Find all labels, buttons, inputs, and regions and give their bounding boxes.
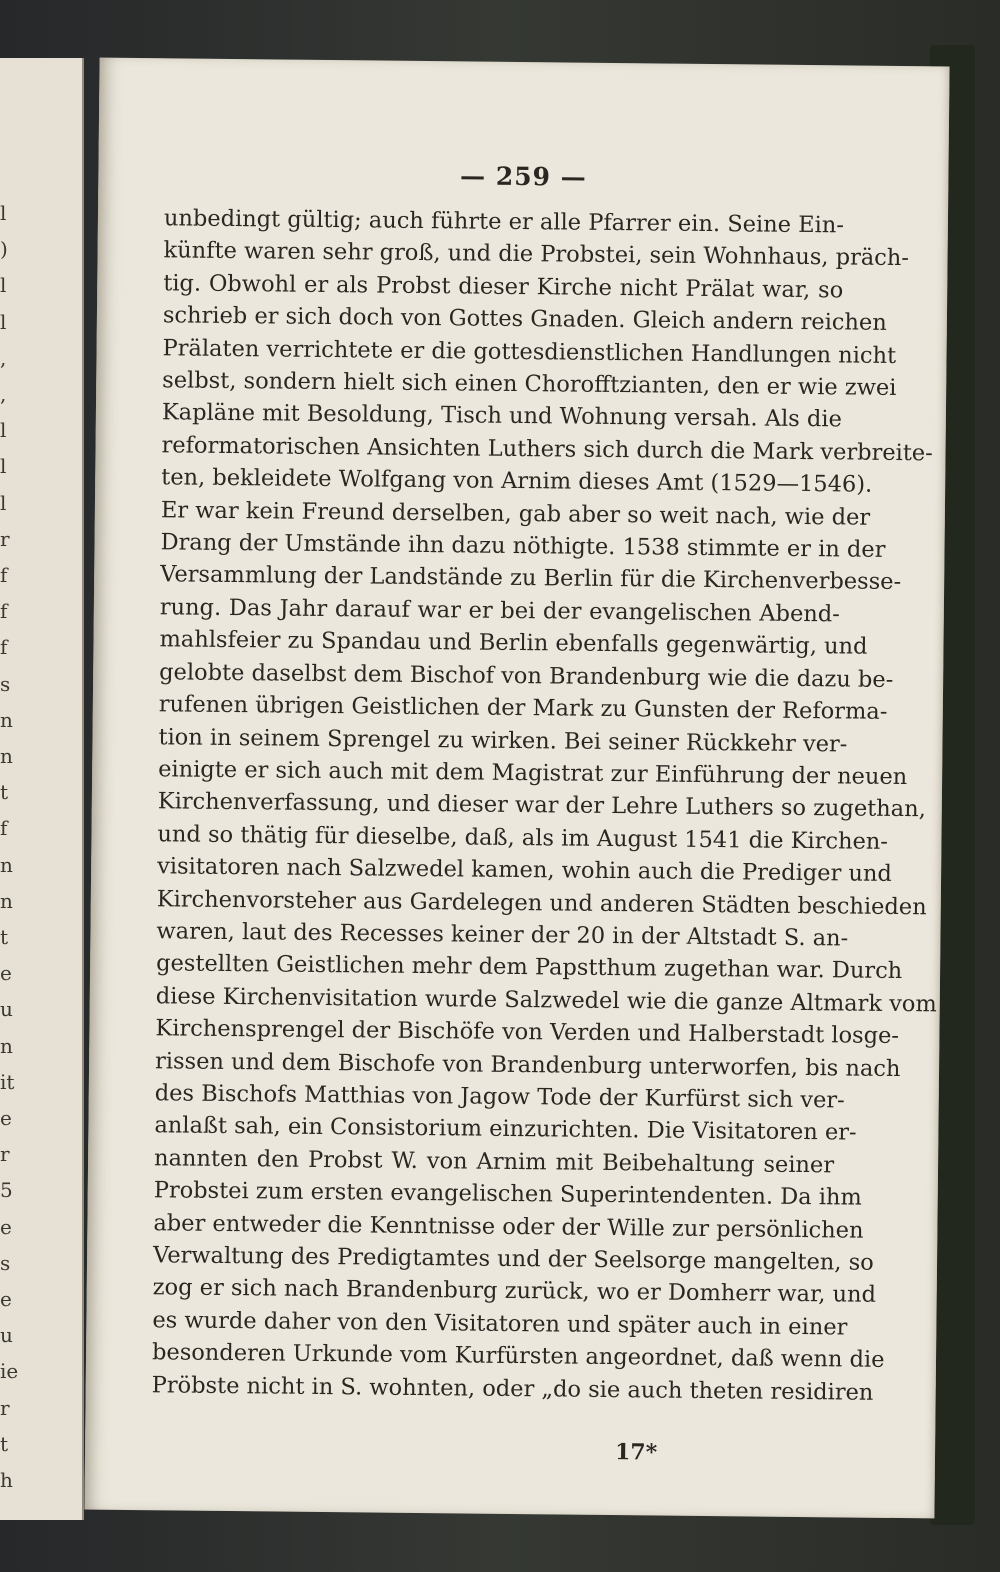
text-line: Drang der Umstände ihn dazu nöthigte. 1538 stimmte er in der bbox=[160, 529, 886, 563]
text-line: Prälaten verrichtete er die gottesdienstlichen Handlungen nicht bbox=[162, 334, 897, 369]
text-line: Kirchensprengel der Bischöfe von Verden und Halberstadt losge- bbox=[155, 1015, 900, 1050]
text-line: rissen und dem Bischofe von Brandenburg unterworfen, bis nach bbox=[154, 1047, 901, 1082]
left-page-fragment: r bbox=[0, 526, 10, 551]
left-page-fragment: n bbox=[0, 707, 13, 732]
left-page-fragment: it bbox=[0, 1069, 15, 1094]
text-line: Probstei zum ersten evangelischen Superintendenten. Da ihm bbox=[153, 1177, 862, 1211]
text-line: Pröbste nicht in S. wohnten, oder „do sie auch theten residiren bbox=[151, 1371, 874, 1406]
text-line: nannten den Probst W. von Arnim mit Beibehaltung seiner bbox=[153, 1145, 835, 1179]
text-line: visitatoren nach Salzwedel kamen, wohin auch die Prediger und bbox=[157, 853, 893, 888]
text-line: Er war kein Freund derselben, gab aber so weit nach, wie der bbox=[160, 496, 871, 531]
text-line: Kirchenvorsteher aus Gardelegen und anderen Städten beschieden bbox=[156, 885, 927, 920]
left-page-fragment: r bbox=[0, 1142, 10, 1167]
text-line: unbedingt gültig; auch führte er alle Pfarrer ein. Seine Ein- bbox=[163, 205, 845, 239]
printer-signature: 17* bbox=[614, 1439, 658, 1466]
text-line: reformatorischen Ansichten Luthers sich durch die Mark verbreite- bbox=[161, 432, 933, 467]
text-line: ten, bekleidete Wolfgang von Arnim dieses Amt (1529—1546). bbox=[161, 464, 873, 498]
left-page-fragment: ) bbox=[0, 237, 8, 262]
left-page-fragment: e bbox=[0, 961, 12, 986]
text-line: tig. Obwohl er als Probst dieser Kirche nicht Prälat war, so bbox=[163, 270, 844, 304]
text-line: gelobte daselbst dem Bischof von Brandenburg wie die dazu be- bbox=[159, 658, 894, 693]
left-page-fragment: , bbox=[0, 345, 7, 370]
text-line: Verwaltung des Predigtamtes und der Seelsorge mangelten, so bbox=[152, 1242, 874, 1276]
left-page-edge bbox=[0, 58, 84, 1520]
text-line: des Bischofs Matthias von Jagow Tode der Kurfürst sich ver- bbox=[154, 1080, 845, 1114]
text-line: aber entweder die Kenntnisse oder der Wille zur persönlichen bbox=[153, 1209, 864, 1244]
text-line: schrieb er sich doch von Gottes Gnaden. Gleich andern reichen bbox=[162, 302, 887, 337]
text-line: Kapläne mit Besoldung, Tisch und Wohnung versah. Als die bbox=[161, 399, 843, 433]
text-line: rung. Das Jahr darauf war er bei der evangelischen Abend- bbox=[159, 594, 840, 628]
left-page-fragment: u bbox=[0, 997, 13, 1022]
left-page-fragment: u bbox=[0, 1323, 13, 1348]
text-line: mahlsfeier zu Spandau und Berlin ebenfalls gegenwärtig, und bbox=[159, 626, 868, 660]
left-page-fragment: l bbox=[0, 490, 7, 515]
text-line: waren, laut des Recesses keiner der 20 in der Altstadt S. an- bbox=[156, 918, 849, 952]
left-page-fragment: n bbox=[0, 888, 13, 913]
text-line: anlaßt sah, ein Consistorium einzurichten. Die Visitatoren er- bbox=[154, 1112, 857, 1146]
text-line: es wurde daher von den Visitatoren und später auch in einer bbox=[152, 1307, 848, 1341]
text-line: tion in seinem Sprengel zu wirken. Bei seiner Rückkehr ver- bbox=[158, 723, 848, 757]
text-line: Versammlung der Landstände zu Berlin für die Kirchenverbesse- bbox=[160, 561, 902, 596]
text-line: einigte er sich auch mit dem Magistrat zur Einführung der neuen bbox=[158, 756, 908, 790]
left-page-fragment: f bbox=[0, 635, 8, 660]
book-page bbox=[84, 58, 949, 1519]
left-page-fragment: s bbox=[0, 671, 11, 696]
text-line: und so thätig für dieselbe, daß, als im August 1541 die Kirchen- bbox=[157, 820, 889, 855]
left-page-fragment: ie bbox=[0, 1359, 19, 1384]
left-page-fragment: e bbox=[0, 1214, 12, 1239]
left-page-fragment: f bbox=[0, 816, 8, 841]
left-page-fragment: t bbox=[0, 1431, 9, 1456]
left-page-fragment: t bbox=[0, 925, 9, 949]
left-page-fragment: r bbox=[0, 1395, 10, 1420]
text-line: selbst, sondern hielt sich einen Chorofftzianten, den er wie zwei bbox=[162, 367, 897, 401]
left-page-fragment: e bbox=[0, 1106, 12, 1130]
left-page-fragment: t bbox=[0, 780, 9, 805]
left-page-fragment: l bbox=[0, 309, 7, 334]
text-line: diese Kirchenvisitation wurde Salzwedel wie die ganze Altmark vom bbox=[155, 982, 937, 1018]
left-page-fragment: h bbox=[0, 1468, 13, 1492]
body-text bbox=[151, 202, 937, 1408]
left-page-fragment: f bbox=[0, 563, 8, 587]
text-line: gestellten Geistlichen mehr dem Papstthum zugethan war. Durch bbox=[156, 950, 903, 985]
left-page-fragment: , bbox=[0, 382, 7, 406]
left-page-fragment: f bbox=[0, 599, 8, 624]
text-line: künfte waren sehr groß, und die Probstei, sein Wohnhaus, präch- bbox=[163, 237, 910, 272]
left-page-fragment: e bbox=[0, 1287, 12, 1311]
left-page-fragment: l bbox=[0, 201, 7, 225]
left-page-fragment: s bbox=[0, 1250, 11, 1275]
left-page-fragment: l bbox=[0, 273, 7, 298]
page-number: — 259 — bbox=[459, 161, 587, 192]
text-line: rufenen übrigen Geistlichen der Mark zu Gunsten der Reforma- bbox=[158, 691, 888, 725]
text-line: zog er sich nach Brandenburg zurück, wo er Domherr war, und bbox=[152, 1274, 877, 1309]
left-page-fragment: 5 bbox=[0, 1178, 13, 1203]
text-line: Kirchenverfassung, und dieser war der Lehre Luthers so zugethan, bbox=[157, 788, 926, 823]
left-page-fragment: n bbox=[0, 744, 13, 768]
left-page-fragment: l bbox=[0, 454, 7, 479]
left-page-fragment: n bbox=[0, 852, 13, 877]
text-line: besonderen Urkunde vom Kurfürsten angeordnet, daß wenn die bbox=[151, 1339, 885, 1374]
left-page-fragment: n bbox=[0, 1033, 13, 1058]
left-page-fragment: l bbox=[0, 418, 7, 443]
